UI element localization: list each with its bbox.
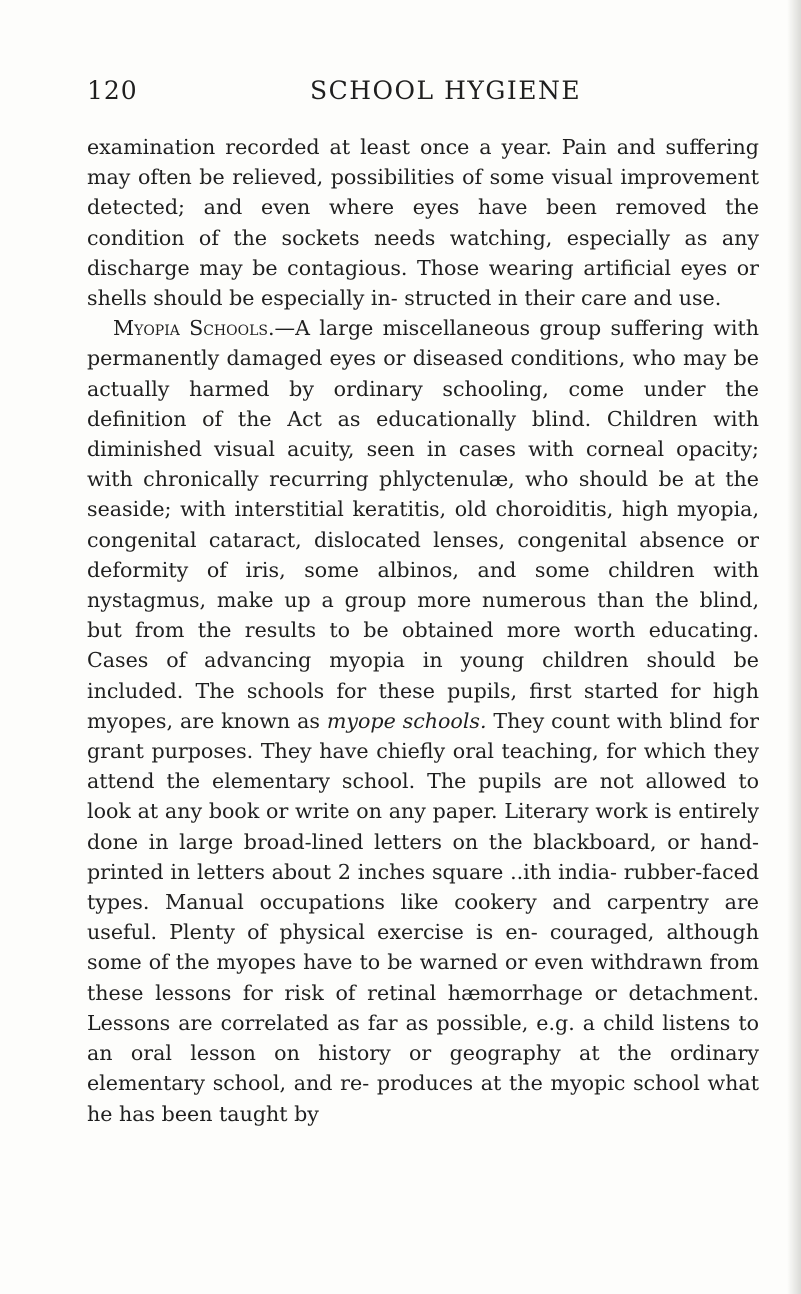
paragraph — [87, 313, 759, 1128]
paragraph: examination recorded at least once a year. Pain and suffering may often be relieved, possibilities of some visual improvement detected; and even where eyes have been removed the condition of the sockets needs watching, especially as any discharge may be contagious. Those wearing artificial eyes or shells should be especially in- structed in their care and use. — [87, 135, 759, 311]
italic-term: myope schools. — [326, 708, 487, 733]
page-edge-shadow — [787, 0, 801, 1294]
page-header — [87, 76, 756, 116]
body-text — [87, 132, 759, 1129]
page-number: 120 — [87, 76, 138, 105]
running-head: SCHOOL HYGIENE — [310, 76, 582, 105]
paragraph-text: —A large miscellaneous group suffering with permanently damaged eyes or diseased conditions, who may be actually harmed by ordinary schooling, come under the definition of the Act as educationally blind. Children with diminished visual acuity, seen in cases with corneal opacity; with chronically recurring phlyctenulæ, who should be at the seaside; with interstitial keratitis, old choroiditis, high myopia, congenital cataract, dislocated lenses, congenital absence or deformity of iris, some albinos, and some children with nystagmus, make up a group more numerous than the blind, but from the results to be obtained more worth educating. Cases of advancing myopia in young children should be included. The schools for these pupils, first started for high myopes, are known as — [87, 316, 759, 733]
paragraph-text: They count with blind for grant purposes. They have chiefly oral teaching, for which they attend the elementary school. The pupils are not allowed to look at any book or write on any paper. Literary work is entirely done in large broad-lined letters on the blackboard, or hand-printed in letters about 2 inches square ..ith india- rubber-faced types. Manual occupations like cookery and carpentry are useful. Plenty of physical exercise is en- couraged, although some of the myopes have to be warned or even withdrawn from these lessons for risk of retinal hæmorrhage or detachment. Lessons are correlated as far as possible, e.g. a child listens to an oral lesson on history or geography at the ordinary elementary school, and re- produces at the myopic school what he has been taught by — [87, 708, 759, 1126]
section-heading: Myopia Schools. — [113, 316, 275, 341]
